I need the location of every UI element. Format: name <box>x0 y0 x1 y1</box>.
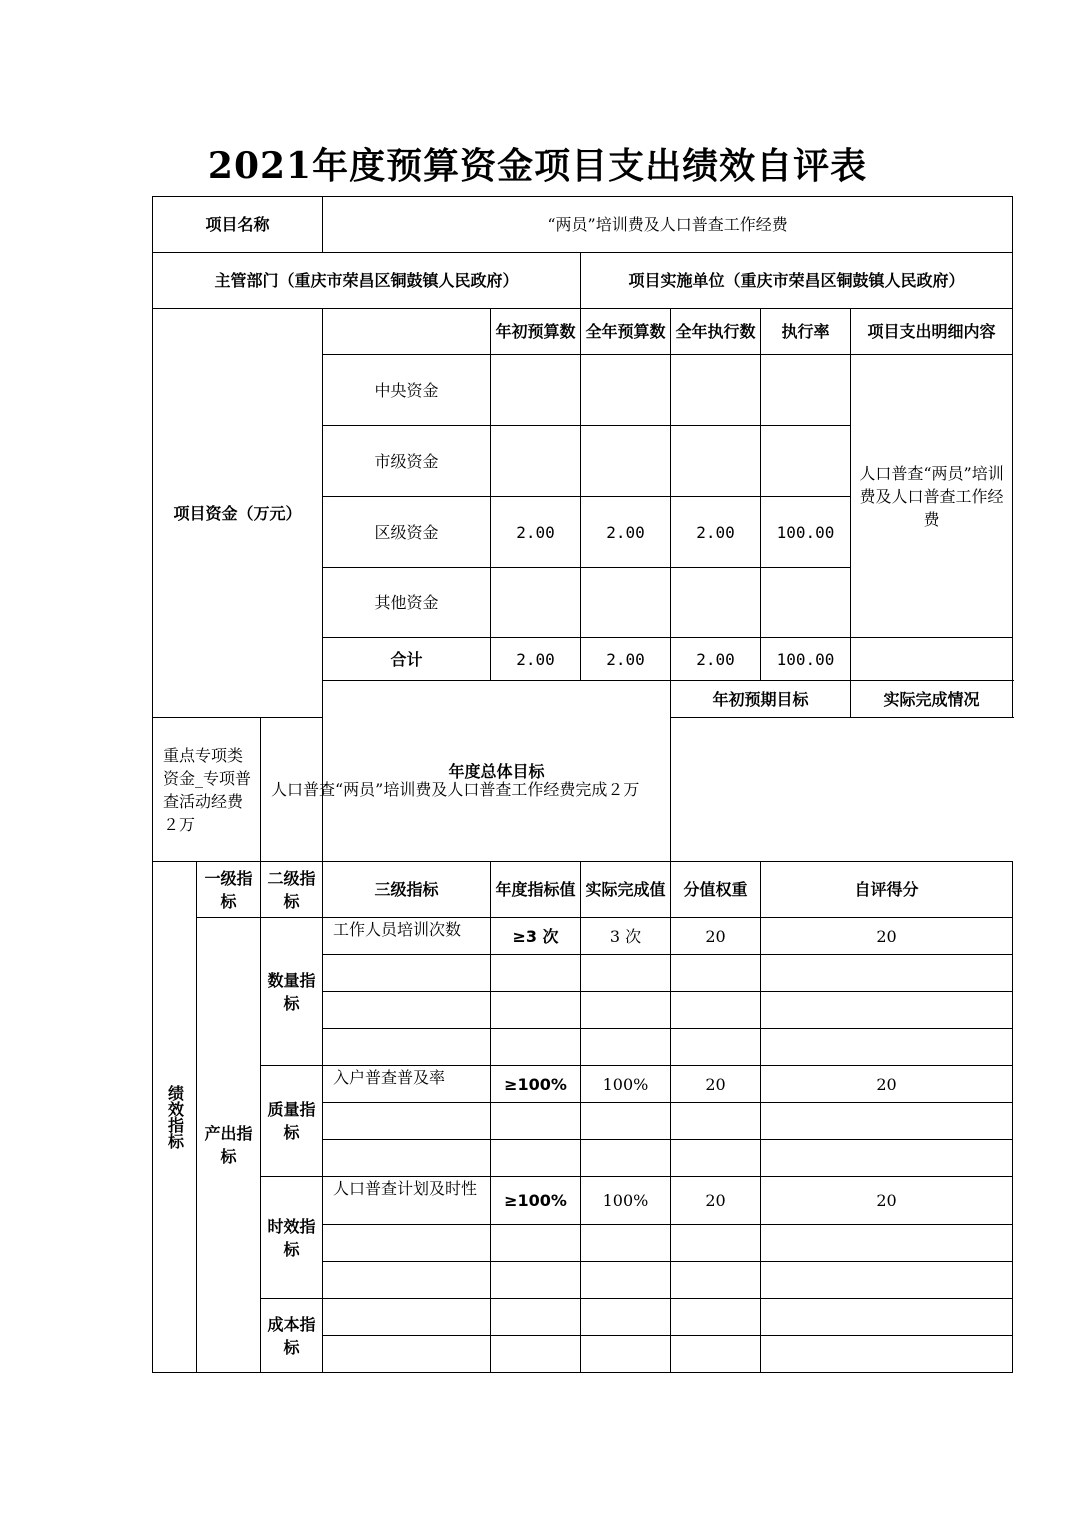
fund-total-detail <box>851 638 1013 681</box>
goal-expected-header: 年初预期目标 <box>671 681 851 718</box>
perf-score <box>761 1140 1013 1177</box>
perf-l3 <box>323 1262 491 1299</box>
perf-target: ≥100% <box>491 1066 581 1103</box>
fund-source: 市级资金 <box>323 426 491 497</box>
perf-target <box>491 1140 581 1177</box>
fund-total-value: 2.00 <box>491 638 581 681</box>
project-name-label: 项目名称 <box>153 197 323 253</box>
perf-l2-group: 质量指标 <box>261 1066 323 1177</box>
fund-value <box>671 568 761 638</box>
perf-score <box>761 1103 1013 1140</box>
perf-l3 <box>323 1103 491 1140</box>
perf-actual <box>581 1103 671 1140</box>
fund-rate <box>761 355 851 426</box>
fund-total-label: 合计 <box>323 638 491 681</box>
perf-target: ≥100% <box>491 1177 581 1225</box>
fund-value <box>581 568 671 638</box>
fund-source: 区级资金 <box>323 497 491 568</box>
perf-weight <box>671 1299 761 1336</box>
perf-l3 <box>323 992 491 1029</box>
fund-value: 2.00 <box>581 497 671 568</box>
fund-rate <box>761 426 851 497</box>
perf-score <box>761 1299 1013 1336</box>
perf-score <box>761 992 1013 1029</box>
table-row <box>153 862 1013 918</box>
fund-value: 2.00 <box>671 497 761 568</box>
funds-header-blank <box>323 309 491 355</box>
perf-target <box>491 1299 581 1336</box>
funds-header: 全年执行数 <box>671 309 761 355</box>
fund-value <box>491 355 581 426</box>
perf-score: 20 <box>761 1177 1013 1225</box>
perf-header-target: 年度指标值 <box>491 862 581 918</box>
perf-actual <box>581 992 671 1029</box>
perf-l2-group: 数量指标 <box>261 918 323 1066</box>
table-row <box>153 253 1013 309</box>
perf-actual: 100% <box>581 1066 671 1103</box>
perf-l3 <box>323 955 491 992</box>
table-row <box>153 1177 1013 1225</box>
fund-source: 其他资金 <box>323 568 491 638</box>
fund-value <box>671 426 761 497</box>
perf-l3: 工作人员培训次数 <box>323 918 491 955</box>
perf-actual <box>581 1336 671 1373</box>
perf-header-actual: 实际完成值 <box>581 862 671 918</box>
perf-l3 <box>323 1336 491 1373</box>
perf-l3 <box>323 1029 491 1066</box>
funds-header: 执行率 <box>761 309 851 355</box>
perf-header-l2: 二级指标 <box>261 862 323 918</box>
fund-rate <box>761 568 851 638</box>
perf-score <box>761 955 1013 992</box>
perf-l3: 人口普查计划及时性 <box>323 1177 491 1225</box>
perf-weight <box>671 992 761 1029</box>
perf-weight <box>671 955 761 992</box>
goal-expected: 重点专项类资金_专项普查活动经费２万 <box>153 718 261 862</box>
perf-weight <box>671 1140 761 1177</box>
table-row <box>153 309 1013 355</box>
fund-value <box>581 426 671 497</box>
perf-target <box>491 1225 581 1262</box>
fund-source: 中央资金 <box>323 355 491 426</box>
perf-weight: 20 <box>671 918 761 955</box>
perf-target <box>491 1336 581 1373</box>
perf-label <box>153 862 197 1373</box>
table-row <box>153 918 1013 955</box>
funds-header: 项目支出明细内容 <box>851 309 1013 355</box>
goal-label: 年度总体目标 <box>323 681 671 862</box>
perf-weight: 20 <box>671 1066 761 1103</box>
table-row <box>153 1066 1013 1103</box>
fund-value <box>671 355 761 426</box>
perf-weight <box>671 1029 761 1066</box>
perf-weight: 20 <box>671 1177 761 1225</box>
goal-actual: 人口普查“两员”培训费及人口普查工作经费完成２万 <box>261 718 671 862</box>
perf-actual: 3 次 <box>581 918 671 955</box>
fund-value: 2.00 <box>491 497 581 568</box>
perf-l3 <box>323 1140 491 1177</box>
fund-value <box>581 355 671 426</box>
perf-target <box>491 1262 581 1299</box>
fund-detail: 人口普查“两员”培训费及人口普查工作经费 <box>851 355 1013 638</box>
perf-weight <box>671 1262 761 1299</box>
funds-header: 全年预算数 <box>581 309 671 355</box>
perf-l2-group: 时效指标 <box>261 1177 323 1299</box>
fund-total-value: 2.00 <box>581 638 671 681</box>
perf-score <box>761 1336 1013 1373</box>
fund-value <box>491 568 581 638</box>
perf-l2-group: 成本指标 <box>261 1299 323 1373</box>
perf-header-weight: 分值权重 <box>671 862 761 918</box>
perf-actual <box>581 1225 671 1262</box>
perf-score <box>761 1262 1013 1299</box>
perf-actual <box>581 1029 671 1066</box>
perf-actual <box>581 1262 671 1299</box>
perf-header-l3: 三级指标 <box>323 862 491 918</box>
perf-weight <box>671 1225 761 1262</box>
fund-value <box>491 426 581 497</box>
perf-l3 <box>323 1299 491 1336</box>
perf-target <box>491 1103 581 1140</box>
table-row <box>153 718 1013 862</box>
perf-score: 20 <box>761 1066 1013 1103</box>
perf-l1-output: 产出指标 <box>197 918 261 1373</box>
perf-score: 20 <box>761 918 1013 955</box>
perf-l3: 入户普查普及率 <box>323 1066 491 1103</box>
perf-target <box>491 955 581 992</box>
perf-label-text: 绩效指标 <box>165 1085 185 1149</box>
perf-header-l1: 一级指标 <box>197 862 261 918</box>
page-title: 2021年度预算资金项目支出绩效自评表 <box>207 145 868 187</box>
evaluation-table <box>152 196 1013 1373</box>
funds-header: 年初预算数 <box>491 309 581 355</box>
perf-header-score: 自评得分 <box>761 862 1013 918</box>
perf-actual <box>581 1140 671 1177</box>
perf-weight <box>671 1336 761 1373</box>
perf-score <box>761 1225 1013 1262</box>
fund-rate: 100.00 <box>761 497 851 568</box>
funds-label: 项目资金（万元） <box>153 309 323 718</box>
dept-label: 主管部门（重庆市荣昌区铜鼓镇人民政府） <box>153 253 581 309</box>
project-name-value: “两员”培训费及人口普查工作经费 <box>323 197 1013 253</box>
perf-weight <box>671 1103 761 1140</box>
perf-actual <box>581 1299 671 1336</box>
perf-score <box>761 1029 1013 1066</box>
perf-target: ≥3 次 <box>491 918 581 955</box>
fund-total-value: 2.00 <box>671 638 761 681</box>
perf-target <box>491 1029 581 1066</box>
fund-total-rate: 100.00 <box>761 638 851 681</box>
perf-actual: 100% <box>581 1177 671 1225</box>
perf-target <box>491 992 581 1029</box>
table-row <box>153 1299 1013 1336</box>
perf-actual <box>581 955 671 992</box>
perf-l3 <box>323 1225 491 1262</box>
goal-actual-header: 实际完成情况 <box>851 681 1013 718</box>
unit-label: 项目实施单位（重庆市荣昌区铜鼓镇人民政府） <box>581 253 1013 309</box>
table-row <box>153 197 1013 253</box>
